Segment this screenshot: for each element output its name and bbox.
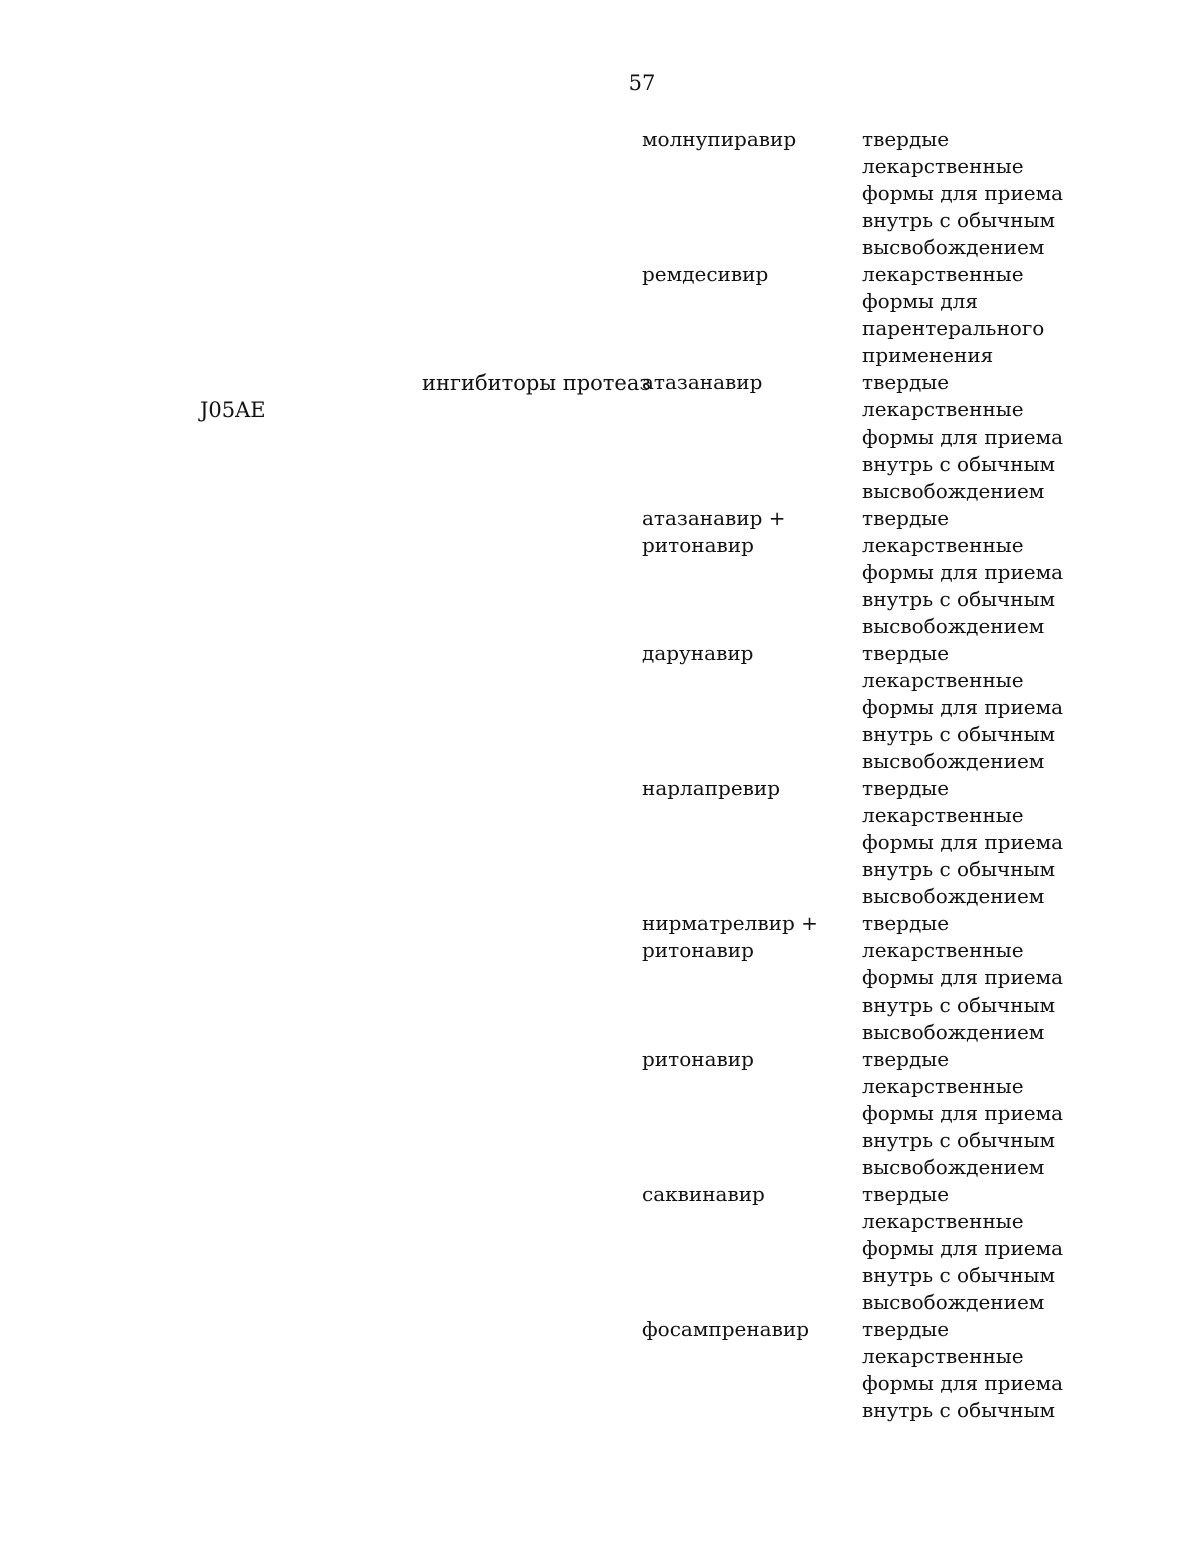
dosage-form: твердые лекарственные формы для приема внутрь с обычным высвобождением [862,505,1064,638]
atc-code: J05AE [200,398,266,422]
table-row [642,1181,1082,1316]
dosage-form: твердые лекарственные формы для приема внутрь с обычным [862,1317,1064,1423]
dosage-form: твердые лекарственные формы для приема внутрь с обычным высвобождением [862,911,1064,1044]
dosage-form: лекарственные формы для парентерального применения [862,262,1045,368]
table-row [642,1316,1082,1424]
dosage-form: твердые лекарственные формы для приема внутрь с обычным высвобождением [862,127,1064,260]
table-row [642,261,1082,369]
table-row [642,910,1082,1045]
table-row [642,775,1082,910]
dosage-form: твердые лекарственные формы для приема внутрь с обычным высвобождением [862,776,1064,909]
dosage-form: твердые лекарственные формы для приема внутрь с обычным высвобождением [862,1181,1064,1315]
dosage-form: твердые лекарственные формы для приема внутрь с обычным высвобождением [862,640,1064,774]
drug-name: дарунавир [642,640,754,665]
drug-name: молнупиравир [642,127,797,151]
drug-name: нарлапревир [642,776,781,801]
table-row [642,640,1082,775]
table-row [642,369,1082,504]
dosage-form: твердые лекарственные формы для приема внутрь с обычным высвобождением [862,1046,1064,1179]
drug-table [642,126,1082,1424]
dosage-form: твердые лекарственные формы для приема внутрь с обычным высвобождением [862,370,1064,503]
drug-name: саквинавир [642,1181,765,1206]
drug-name: фосампренавир [642,1317,809,1342]
drug-name: нирматрелвир + ритонавир [642,911,818,963]
table-row [642,1046,1082,1181]
page-number: 57 [628,71,656,95]
drug-name: атазанавир + ритонавир [642,505,786,557]
drug-name: атазанавир [642,370,763,395]
table-row [642,505,1082,640]
table-row [642,126,1082,261]
drug-name: ритонавир [642,1046,754,1071]
group-name: ингибиторы протеаз [422,371,651,395]
drug-name: ремдесивир [642,262,769,287]
